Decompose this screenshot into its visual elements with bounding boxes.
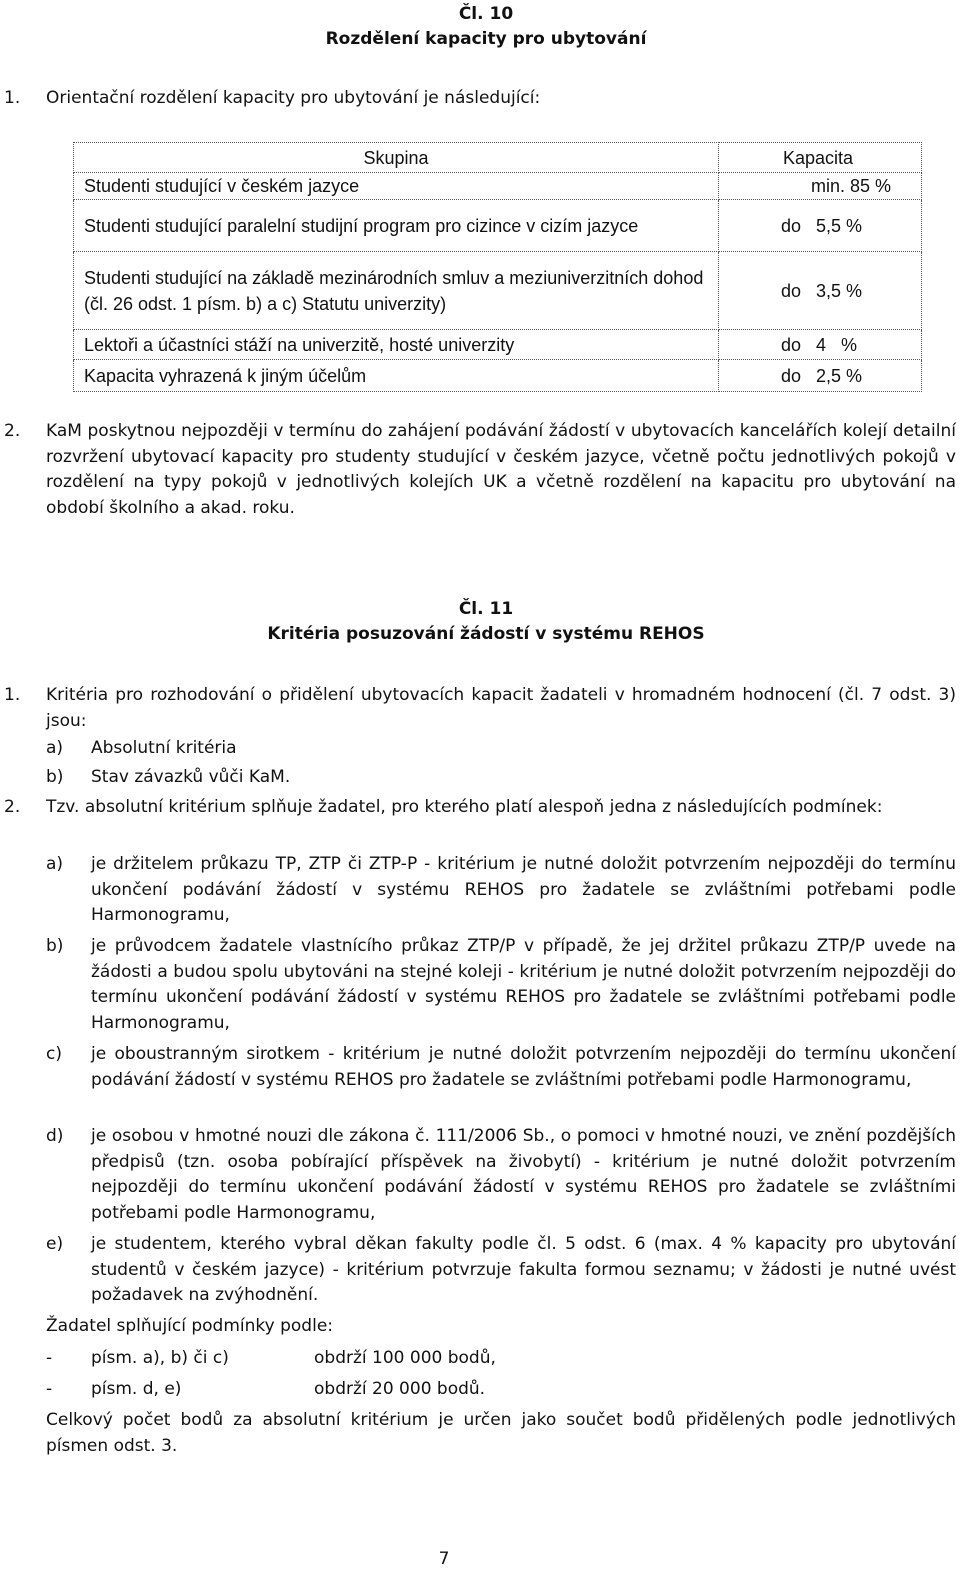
art10-p1-text: Orientační rozdělení kapacity pro ubytování je následující: <box>46 88 541 108</box>
table-row <box>74 360 922 392</box>
table-row <box>74 173 922 200</box>
item-label: b) <box>46 936 64 956</box>
table-row <box>74 252 922 330</box>
row-capacity: min. 85 % <box>719 173 922 200</box>
item-label: e) <box>46 1234 64 1254</box>
points-result: obdrží 100 000 bodů, <box>314 1348 496 1368</box>
header-group: Skupina <box>74 143 719 173</box>
item-label: b) <box>46 767 64 787</box>
item-text: Absolutní kritéria <box>91 738 237 758</box>
page-number: 7 <box>438 1549 450 1569</box>
item-text: je oboustranným sirotkem - kritérium je nutné doložit potvrzením nejpozději do termínu ukončení podávání žádostí v systému REHOS pro žadatele se zvláštními potřebami podle Harmonogramu, <box>91 1044 956 1090</box>
header-capacity: Kapacita <box>719 143 922 173</box>
art10-p1-number: 1. <box>4 88 21 108</box>
table-header-row <box>74 143 922 173</box>
art11-p1-text: Kritéria pro rozhodování o přidělení ubytovacích kapacit žadateli v hromadném hodnocení (čl. 7 odst. 3) jsou: <box>46 685 956 731</box>
art11-heading: Čl. 11 <box>458 599 514 619</box>
row-capacity: do 2,5 % <box>719 360 922 392</box>
row-capacity: do 4 % <box>719 330 922 360</box>
art11-p2-text: Tzv. absolutní kritérium splňuje žadatel, pro kterého platí alespoň jedna z následujících podmínek: <box>46 797 883 817</box>
table-row <box>74 330 922 360</box>
item-label: a) <box>46 738 64 758</box>
art10-heading: Čl. 10 <box>458 4 514 24</box>
item-text: je studentem, kterého vybral děkan fakulty podle čl. 5 odst. 6 (max. 4 % kapacity pro ubytování studentů v českém jazyce) - kritérium potvrzuje fakulta formou seznamu; v žádosti je nutné uvést požadavek na zvýhodnění. <box>91 1234 956 1305</box>
art10-title: Rozdělení kapacity pro ubytování <box>325 29 647 49</box>
table-row <box>74 200 922 252</box>
row-capacity: do 3,5 % <box>719 252 922 330</box>
art10-p2-number: 2. <box>4 421 21 441</box>
points-result: obdrží 20 000 bodů. <box>314 1379 486 1399</box>
item-label: d) <box>46 1126 64 1146</box>
item-text: je držitelem průkazu TP, ZTP či ZTP-P - kritérium je nutné doložit potvrzením nejpozději do termínu ukončení podávání žádostí v systému REHOS pro žadatele se zvláštními potřebami podle Harmonogramu, <box>91 854 956 925</box>
points-dash: - <box>46 1379 53 1399</box>
row-group: Studenti studující na základě mezinárodních smluv a meziuniverzitních dohod (čl. 26 odst. 1 písm. b) a c) Statutu univerzity) <box>74 252 719 330</box>
row-capacity: do 5,5 % <box>719 200 922 252</box>
art10-p2-text: KaM poskytnou nejpozději v termínu do zahájení podávání žádostí v ubytovacích kancelářích kolejí detailní rozvržení ubytovací kapacity pro studenty studující v českém jazyce, včetně počtu jednotlivých pokojů v rozdělení na typy pokojů v jednotlivých kolejích UK a včetně rozdělení na kapacitu pro ubytování na období školního a akad. roku. <box>46 421 956 518</box>
row-group: Kapacita vyhrazená k jiným účelům <box>74 360 719 392</box>
item-label: c) <box>46 1044 62 1064</box>
row-group: Studenti studující v českém jazyce <box>74 173 719 200</box>
points-condition: písm. a), b) či c) <box>91 1348 229 1368</box>
item-text: je průvodcem žadatele vlastnícího průkaz ZTP/P v případě, že jej držitel průkazu ZTP/P uvede na žádosti a budou spolu ubytováni na stejné koleji - kritérium je nutné doložit potvrzením nejpozději do termínu ukončení podávání žádostí v systému REHOS pro žadatele se zvláštními potřebami podle Harmonogramu, <box>91 936 956 1033</box>
item-text: je osobou v hmotné nouzi dle zákona č. 111/2006 Sb., o pomoci v hmotné nouzi, ve znění pozdějších předpisů (tzn. osoba pobírající příspěvek na živobytí) - kritérium je nutné doložit potvrzením nejpozději do termínu ukončení podávání žádostí v systému REHOS pro žadatele se zvláštními potřebami podle Harmonogramu, <box>91 1126 956 1223</box>
row-group: Studenti studující paralelní studijní program pro cizince v cizím jazyce <box>74 200 719 252</box>
item-text: Stav závazků vůči KaM. <box>91 767 291 787</box>
capacity-table <box>73 142 922 392</box>
row-group: Lektoři a účastníci stáží na univerzitě, hosté univerzity <box>74 330 719 360</box>
art11-p2-number: 2. <box>4 797 21 817</box>
art11-p1-number: 1. <box>4 685 21 705</box>
points-intro: Žadatel splňující podmínky podle: <box>46 1316 333 1336</box>
art11-title: Kritéria posuzování žádostí v systému REHOS <box>267 624 705 644</box>
total-text: Celkový počet bodů za absolutní kritérium je určen jako součet bodů přidělených podle jednotlivých písmen odst. 3. <box>46 1410 956 1456</box>
points-condition: písm. d, e) <box>91 1379 182 1399</box>
points-dash: - <box>46 1348 53 1368</box>
item-label: a) <box>46 854 64 874</box>
